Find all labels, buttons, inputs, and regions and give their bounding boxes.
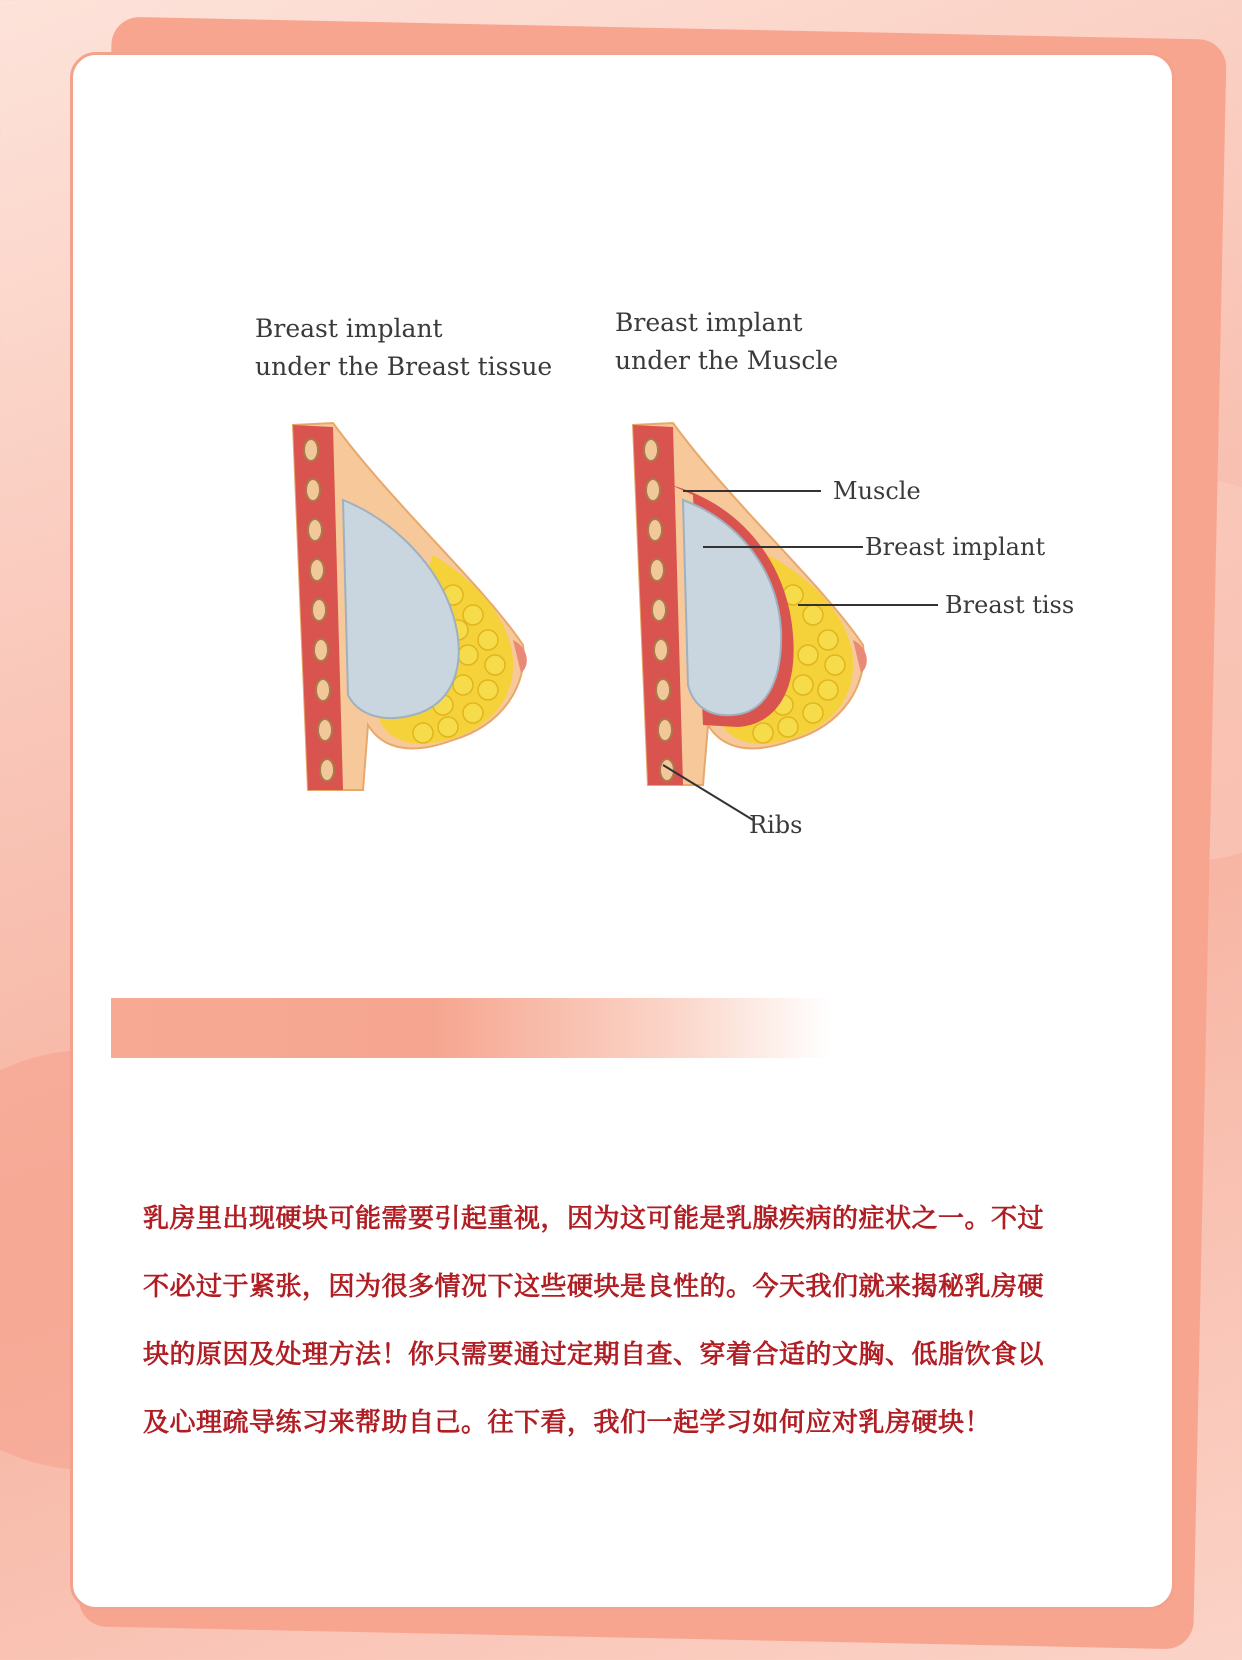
left-diagram <box>255 314 552 790</box>
left-title-line1: Breast implant <box>255 314 443 343</box>
right-title-line1: Breast implant <box>615 308 803 337</box>
ribs-leader-line <box>663 765 753 820</box>
label-muscle: Muscle <box>833 477 921 505</box>
breast-implant-diagram <box>183 255 1183 915</box>
article-line: 及心理疏导练习来帮助自己。往下看，我们一起学习如何应对乳房硬块！ <box>143 1408 992 1438</box>
label-breast-implant: Breast implant <box>865 533 1046 561</box>
label-ribs: Ribs <box>749 811 803 839</box>
article-line: 不必过于紧张，因为很多情况下这些硬块是良性的。今天我们就来揭秘乳房硬 <box>143 1272 1045 1302</box>
article-paragraph <box>143 1185 1103 1457</box>
left-title-line2: under the Breast tissue <box>255 352 553 381</box>
right-diagram <box>615 308 1074 839</box>
gradient-divider-bar <box>111 998 831 1058</box>
right-title-line2: under the Muscle <box>615 346 839 375</box>
label-breast-tissue: Breast tiss <box>945 591 1075 619</box>
article-line: 块的原因及处理方法！你只需要通过定期自查、穿着合适的文胸、低脂饮食以 <box>143 1340 1045 1370</box>
content-card <box>70 52 1175 1610</box>
article-line: 乳房里出现硬块可能需要引起重视，因为这可能是乳腺疾病的症状之一。不过 <box>143 1204 1045 1234</box>
